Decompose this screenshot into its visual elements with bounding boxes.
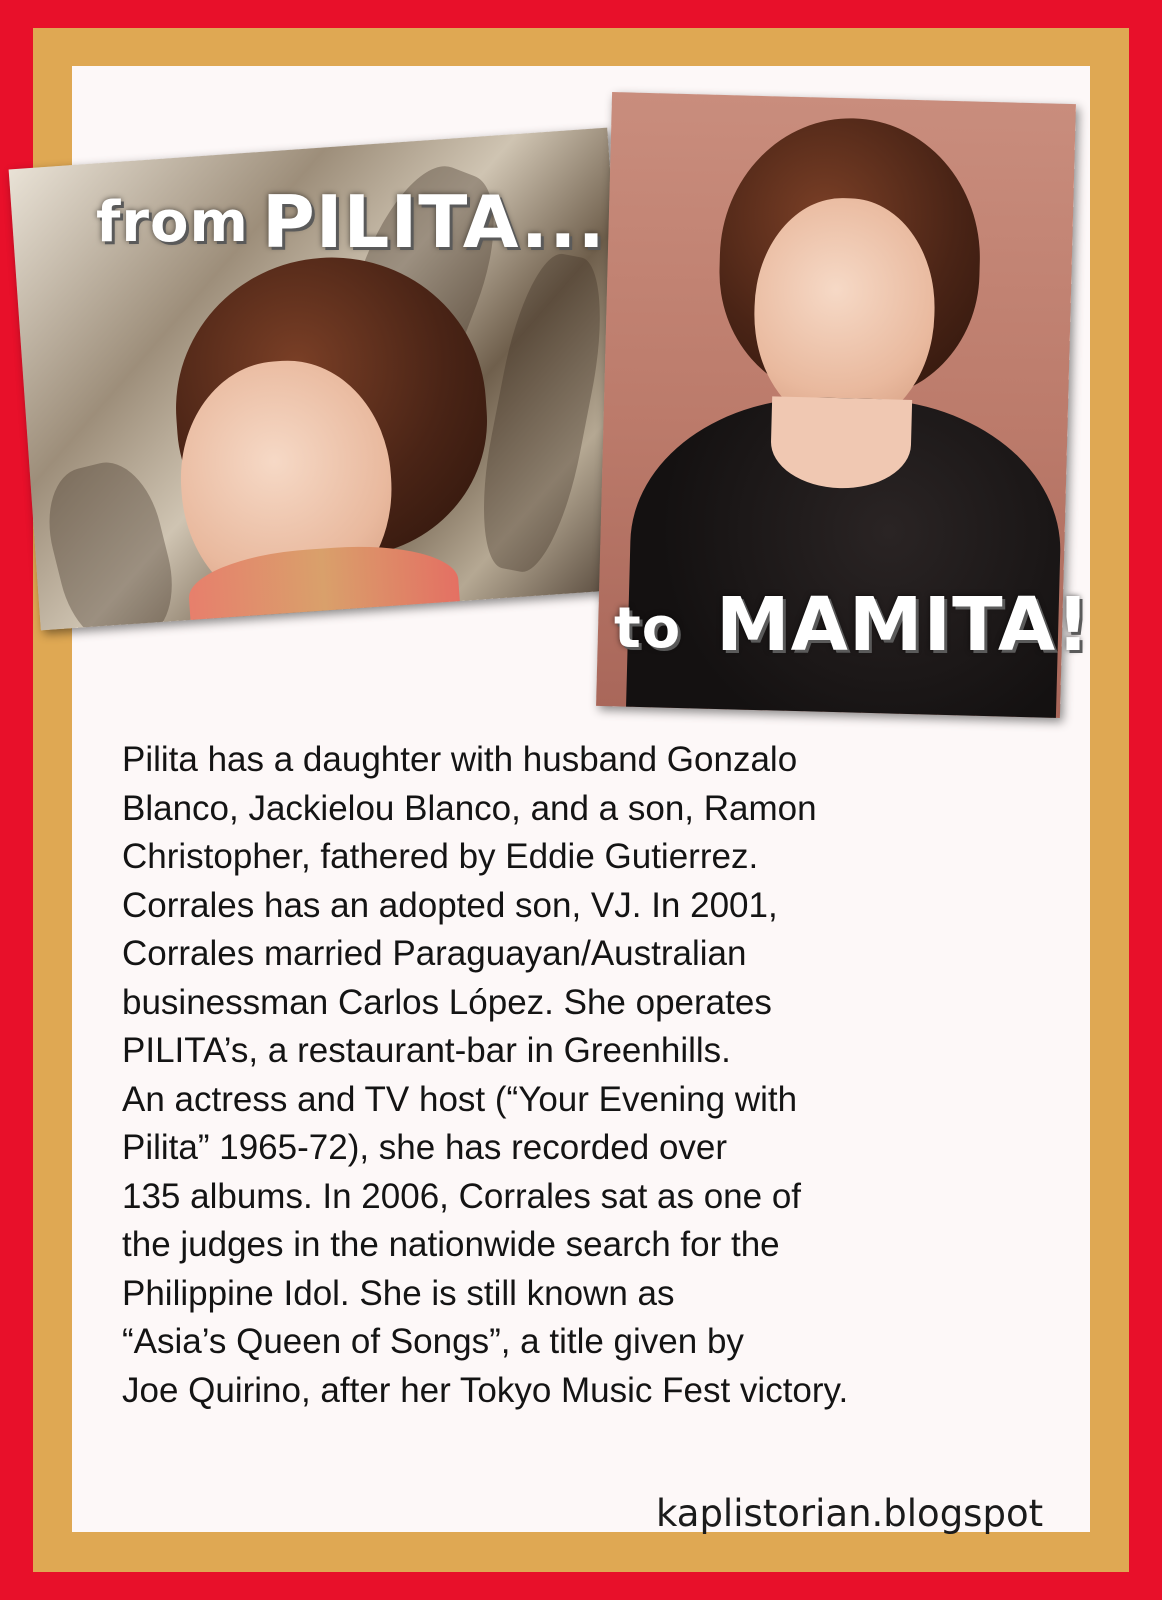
biography-text [122,736,1062,1415]
bio-line: Philippine Idol. She is still known as [122,1273,675,1313]
bio-line: the judges in the nationwide search for the [122,1225,780,1264]
bio-line: Pilita” 1965-72), she has recorded over [122,1128,728,1167]
bio-line: Corrales married Paraguayan/Australian [122,934,747,973]
pilita-caption: PILITA... [262,180,606,264]
bio-line: businessman Carlos López. She operates [122,982,772,1022]
bio-line: Pilita has a daughter with husband Gonzalo [122,740,798,779]
bio-line: An actress and TV host (“Your Evening with [122,1079,798,1119]
bio-line: Corrales has an adopted son, VJ. In 2001, [122,885,778,925]
bio-line: PILITA’s, a restaurant-bar in Greenhills. [122,1031,731,1070]
from-caption: from [96,190,249,255]
mamita-caption: MAMITA! [716,582,1091,668]
bio-line: Joe Quirino, after her Tokyo Music Fest victory. [122,1370,849,1410]
to-caption: to [614,596,682,661]
bio-line: “Asia’s Queen of Songs”, a title given by [122,1322,744,1361]
bio-line: 135 albums. In 2006, Corrales sat as one of [122,1176,802,1216]
bio-line: Blanco, Jackielou Blanco, and a son, Ramon [122,788,817,828]
blog-credit: kaplistorian.blogspot [656,1492,1044,1535]
bio-line: Christopher, fathered by Eddie Gutierrez. [122,837,759,876]
